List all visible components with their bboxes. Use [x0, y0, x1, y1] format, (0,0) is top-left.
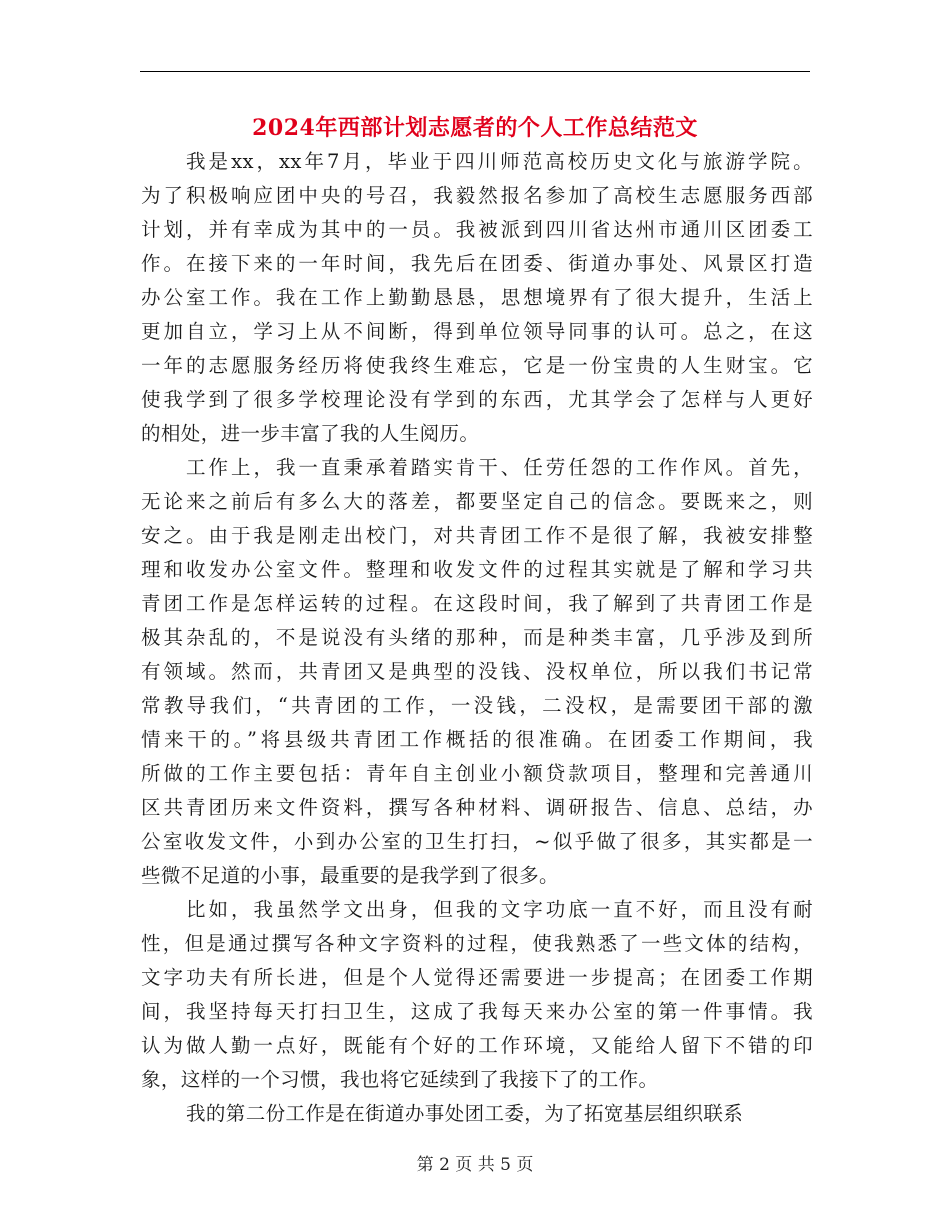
text-line: 作。在接下来的一年时间，我先后在团委、街道办事处、风景区打造: [141, 252, 813, 275]
text-line: 公室收发文件，小到办公室的卫生打扫，~似乎做了很多，其实都是一: [141, 830, 813, 853]
text-line: 一年的志愿服务经历将使我终生难忘，它是一份宝贵的人生财宝。它: [141, 354, 813, 377]
text-line: 些微不足道的小事，最重要的是我学到了很多。: [141, 864, 559, 887]
text-line: 性，但是通过撰写各种文字资料的过程，使我熟悉了一些文体的结构，: [141, 932, 813, 955]
text-line: 我的第二份工作是在街道办事处团工委，为了拓宽基层组织联系: [186, 1102, 744, 1125]
text-line: 间，我坚持每天打扫卫生，这成了我每天来办公室的第一件事情。我: [141, 1000, 813, 1023]
text-line: 为了积极响应团中央的号召，我毅然报名参加了高校生志愿服务西部: [141, 184, 813, 207]
paragraph: [141, 1097, 813, 1131]
text-line: 工作上，我一直秉承着踏实肯干、任劳任怨的工作作风。首先，: [186, 456, 813, 479]
document-body: [141, 145, 813, 1131]
text-line: 更加自立，学习上从不间断，得到单位领导同事的认可。总之，在这: [141, 320, 813, 343]
text-line: 认为做人勤一点好，既能有个好的工作环境，又能给人留下不错的印: [141, 1034, 813, 1057]
header-rule: [140, 71, 810, 72]
text-line: 我是xx，xx年7月，毕业于四川师范高校历史文化与旅游学院。: [186, 150, 813, 173]
text-line: 象，这样的一个习惯，我也将它延续到了我接下了的工作。: [141, 1068, 659, 1091]
text-line: 情来干的。”将县级共青团工作概括的很准确。在团委工作期间，我: [141, 728, 813, 751]
text-line: 无论来之前后有多么大的落差，都要坚定自己的信念。要既来之，则: [141, 490, 813, 513]
paragraph: [141, 145, 813, 451]
text-line: 比如，我虽然学文出身，但我的文字功底一直不好，而且没有耐: [186, 898, 813, 921]
text-line: 的相处，进一步丰富了我的人生阅历。: [141, 422, 480, 445]
paragraph: [141, 451, 813, 893]
text-line: 区共青团历来文件资料，撰写各种材料、调研报告、信息、总结，办: [141, 796, 813, 819]
text-line: 青团工作是怎样运转的过程。在这段时间，我了解到了共青团工作是: [141, 592, 813, 615]
text-line: 安之。由于我是刚走出校门，对共青团工作不是很了解，我被安排整: [141, 524, 813, 547]
text-line: 极其杂乱的，不是说没有头绪的那种，而是种类丰富，几乎涉及到所: [141, 626, 813, 649]
text-line: 理和收发办公室文件。整理和收发文件的过程其实就是了解和学习共: [141, 558, 813, 581]
text-line: 计划，并有幸成为其中的一员。我被派到四川省达州市通川区团委工: [141, 218, 813, 241]
document-title: 2024年西部计划志愿者的个人工作总结范文: [252, 115, 698, 141]
text-line: 有领域。然而，共青团又是典型的没钱、没权单位，所以我们书记常: [141, 660, 813, 683]
text-line: 所做的工作主要包括：青年自主创业小额贷款项目，整理和完善通川: [141, 762, 813, 785]
text-line: 常教导我们，“共青团的工作，一没钱，二没权，是需要团干部的激: [141, 694, 813, 717]
text-line: 文字功夫有所长进，但是个人觉得还需要进一步提高；在团委工作期: [141, 966, 813, 989]
paragraph: [141, 893, 813, 1097]
text-line: 使我学到了很多学校理论没有学到的东西，尤其学会了怎样与人更好: [141, 388, 813, 411]
page-number-footer: 第 2 页 共 5 页: [416, 1155, 534, 1175]
text-line: 办公室工作。我在工作上勤勤恳恳，思想境界有了很大提升，生活上: [141, 286, 813, 309]
